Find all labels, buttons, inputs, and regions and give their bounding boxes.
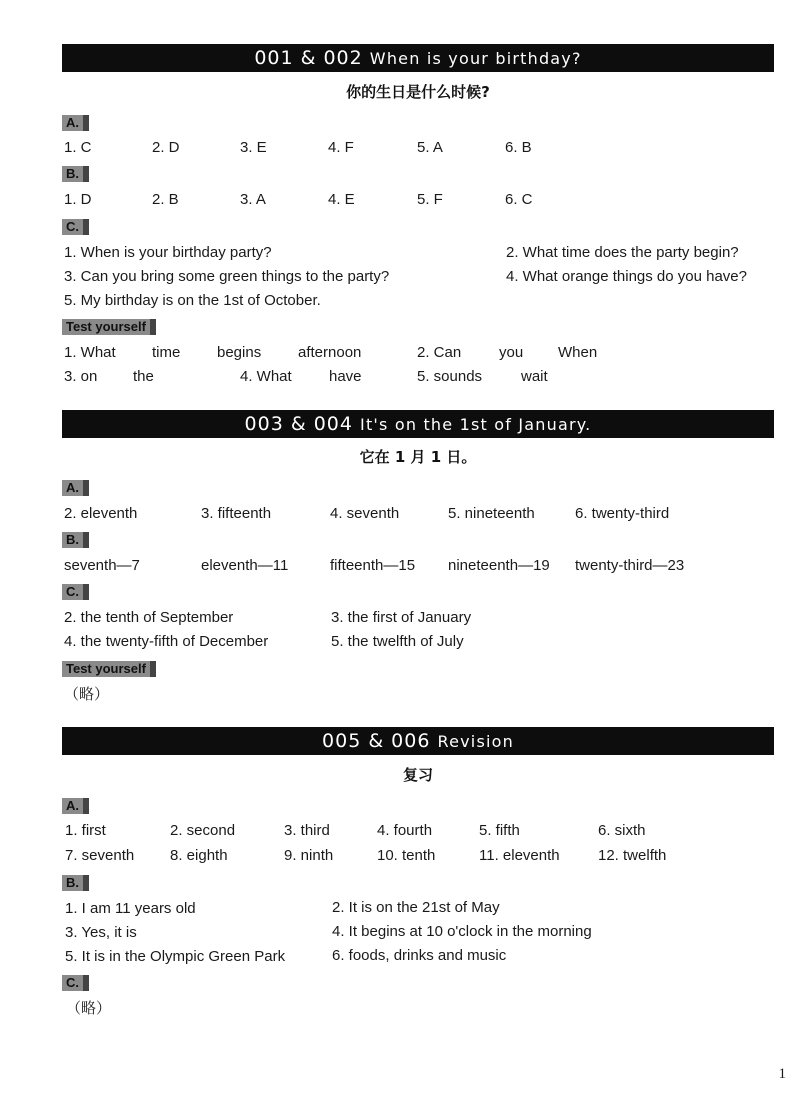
answer: 3. on bbox=[64, 368, 98, 385]
part-c-tag: C. bbox=[62, 975, 89, 991]
section-title: It's on the 1st of January. bbox=[360, 415, 592, 434]
part-b-tag: B. bbox=[62, 532, 89, 548]
answer: seventh—7 bbox=[64, 557, 140, 574]
answer: 4. It begins at 10 o'clock in the morning bbox=[332, 923, 592, 940]
answer: 3. Yes, it is bbox=[65, 924, 137, 941]
answer: 4. E bbox=[328, 191, 355, 208]
answer: 1. What bbox=[64, 344, 116, 361]
answer: 5. fifth bbox=[479, 822, 520, 839]
answer: 5. sounds bbox=[417, 368, 483, 385]
answer: 2. B bbox=[152, 191, 179, 208]
answer: 11. eleventh bbox=[479, 847, 560, 864]
part-c-tag: C. bbox=[62, 219, 89, 235]
section-title: Revision bbox=[437, 732, 514, 751]
answer: 6. B bbox=[505, 139, 532, 156]
answer: 8. eighth bbox=[170, 847, 228, 864]
section-title: When is your birthday? bbox=[369, 49, 582, 68]
answer: 4. the twenty-fifth of December bbox=[64, 633, 269, 650]
answer: 1. C bbox=[64, 139, 92, 156]
section-subtitle: 你的生日是什么时候? bbox=[346, 83, 490, 101]
page-number: 1 bbox=[778, 1066, 786, 1082]
section-number: 001 & 002 bbox=[254, 47, 363, 69]
answer: 5. A bbox=[417, 139, 443, 156]
answer: 2. eleventh bbox=[64, 505, 138, 522]
answer: 6. foods, drinks and music bbox=[332, 947, 507, 964]
test-yourself-tag: Test yourself bbox=[62, 661, 156, 677]
answer: 4. seventh bbox=[330, 505, 400, 522]
answer: nineteenth—19 bbox=[448, 557, 550, 574]
section-subtitle: 它在 1 月 1 日。 bbox=[359, 448, 477, 466]
answer: When bbox=[558, 344, 598, 361]
answer: 2. It is on the 21st of May bbox=[332, 899, 500, 916]
answer: 4. What orange things do you have? bbox=[506, 268, 747, 285]
answer: 3. Can you bring some green things to the party? bbox=[64, 268, 390, 285]
answer: 6. C bbox=[505, 191, 533, 208]
section-number: 003 & 004 bbox=[244, 413, 353, 435]
answer: the bbox=[133, 368, 154, 385]
answer: 1. I am 11 years old bbox=[65, 900, 196, 917]
part-a-tag: A. bbox=[62, 480, 89, 496]
answer: wait bbox=[521, 368, 548, 385]
answer: 5. F bbox=[417, 191, 443, 208]
answer: 12. twelfth bbox=[598, 847, 667, 864]
answer: 2. Can bbox=[417, 344, 462, 361]
answer: fifteenth—15 bbox=[330, 557, 416, 574]
section-subtitle: 复习 bbox=[402, 766, 433, 784]
answer: 5. My birthday is on the 1st of October. bbox=[64, 292, 321, 309]
answer: 10. tenth bbox=[377, 847, 436, 864]
answer: 2. second bbox=[170, 822, 236, 839]
answer: 4. F bbox=[328, 139, 354, 156]
answer: 3. A bbox=[240, 191, 266, 208]
answer: twenty-third—23 bbox=[575, 557, 685, 574]
part-b-tag: B. bbox=[62, 875, 89, 891]
answer: 3. E bbox=[240, 139, 267, 156]
answer: begins bbox=[217, 344, 262, 361]
omitted-note: （略） bbox=[64, 686, 110, 703]
part-a-tag: A. bbox=[62, 798, 89, 814]
answer: 4. fourth bbox=[377, 822, 433, 839]
answer: 6. twenty-third bbox=[575, 505, 670, 522]
answer: 5. the twelfth of July bbox=[331, 633, 464, 650]
answer: have bbox=[329, 368, 362, 385]
answer: 2. What time does the party begin? bbox=[506, 244, 739, 261]
test-yourself-tag: Test yourself bbox=[62, 319, 156, 335]
answer: 5. It is in the Olympic Green Park bbox=[65, 948, 286, 965]
answer: afternoon bbox=[298, 344, 362, 361]
part-c-tag: C. bbox=[62, 584, 89, 600]
answer: you bbox=[499, 344, 524, 361]
part-a-tag: A. bbox=[62, 115, 89, 131]
answer: 1. D bbox=[64, 191, 92, 208]
answer: time bbox=[152, 344, 181, 361]
section-banner-1 bbox=[62, 44, 774, 72]
answer: 4. What bbox=[240, 368, 292, 385]
section-number: 005 & 006 bbox=[322, 730, 431, 752]
answer: 6. sixth bbox=[598, 822, 646, 839]
answer: 2. the tenth of September bbox=[64, 609, 234, 626]
answer: 2. D bbox=[152, 139, 180, 156]
answer: 3. fifteenth bbox=[201, 505, 272, 522]
answer: 3. third bbox=[284, 822, 330, 839]
answer: 7. seventh bbox=[65, 847, 135, 864]
answer: 9. ninth bbox=[284, 847, 334, 864]
answer: 3. the first of January bbox=[331, 609, 472, 626]
section-banner-2 bbox=[62, 410, 774, 438]
part-b-tag: B. bbox=[62, 166, 89, 182]
answer: 1. When is your birthday party? bbox=[64, 244, 272, 261]
section-banner-3 bbox=[62, 727, 774, 755]
omitted-note: （略） bbox=[66, 1000, 112, 1017]
answer: 1. first bbox=[65, 822, 106, 839]
answer: eleventh—11 bbox=[201, 557, 289, 574]
answer: 5. nineteenth bbox=[448, 505, 535, 522]
